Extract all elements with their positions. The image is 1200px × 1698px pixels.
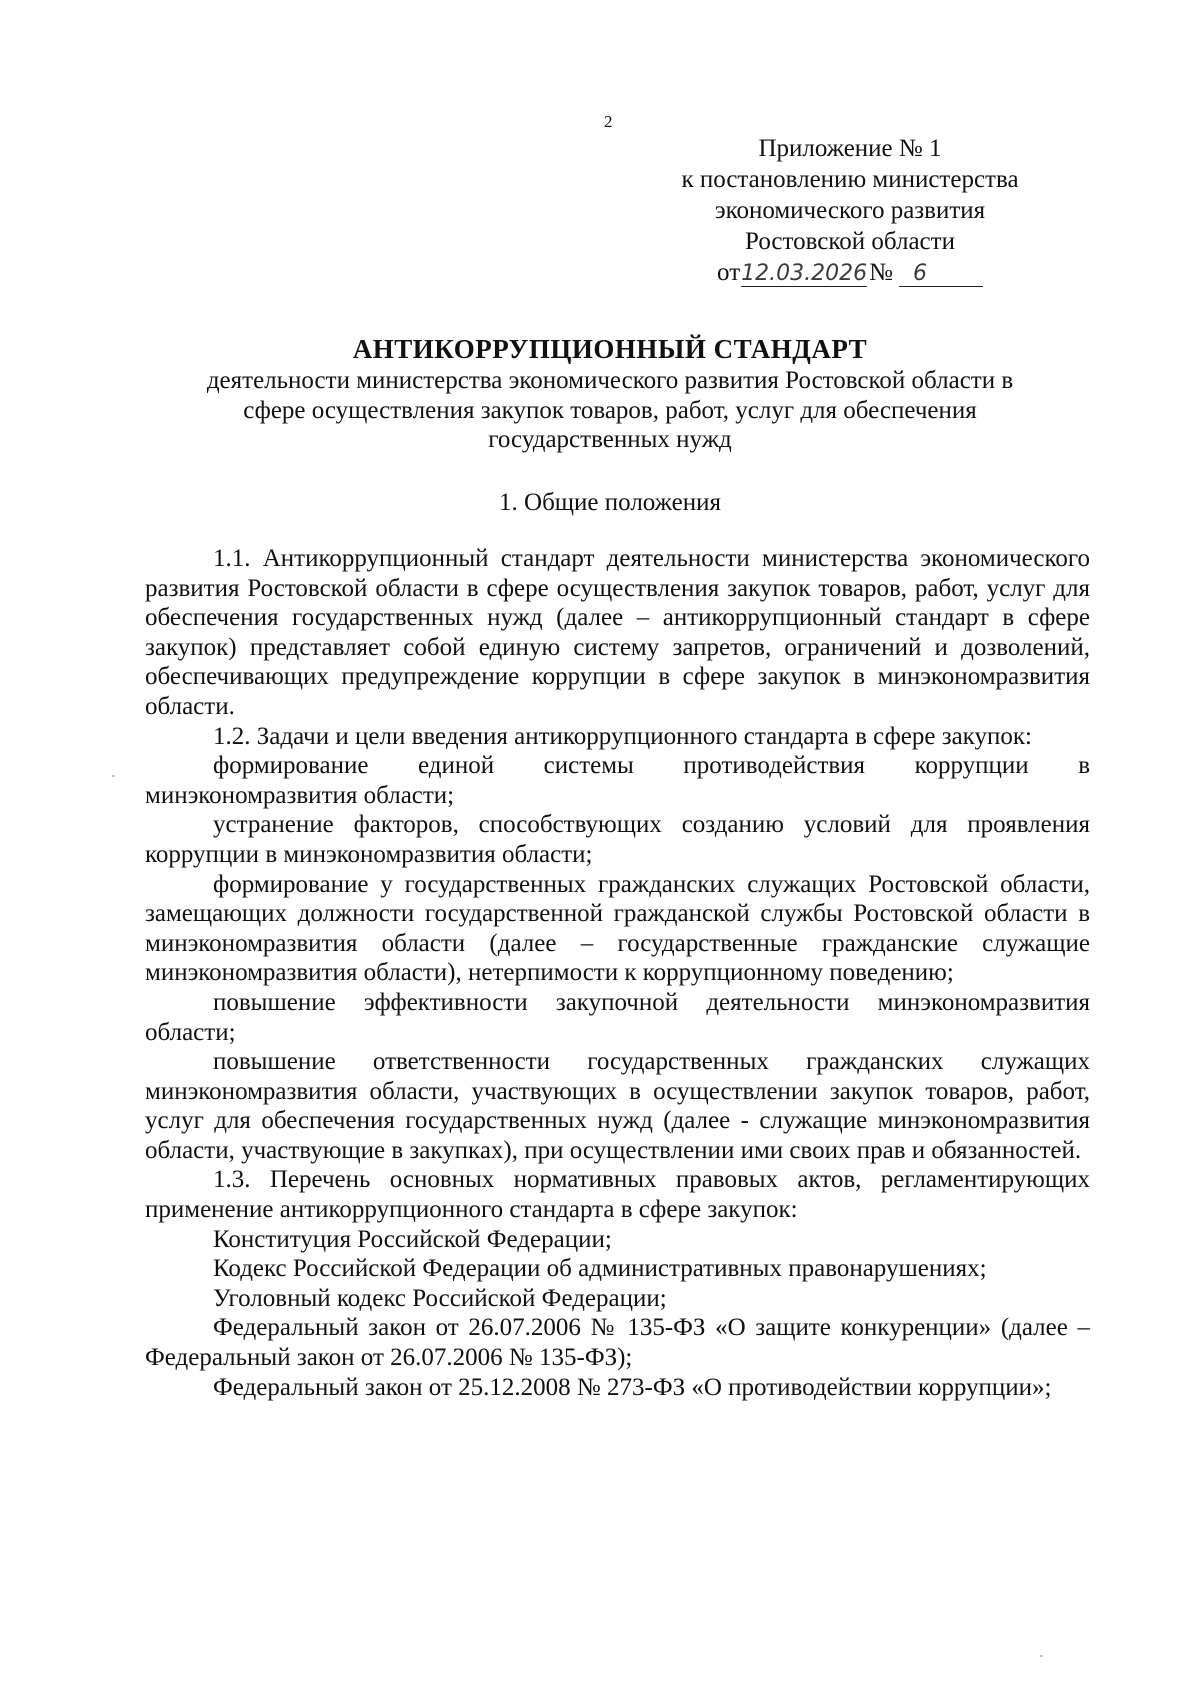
section-heading: 1. Общие положения bbox=[499, 489, 721, 516]
appendix-header bbox=[660, 133, 1040, 288]
paragraph: устранение факторов, способствующих созданию условий для проявления коррупции в минэкономразвития области; bbox=[145, 811, 1090, 868]
paragraph: 1.1. Антикоррупционный стандарт деятельности министерства экономического развития Ростовской области в сфере осуществления закупок товаров, работ, услуг для обеспечения государственных нужд (далее – антикоррупционный стандарт в сфере закупок) представляет собой единую систему запретов, ограничений и дозволений, обеспечивающих предупреждение коррупции в сфере закупок в минэкономразвития области. bbox=[145, 545, 1090, 720]
document-subtitle: деятельности министерства экономического развития Ростовской области в сфере осуществления закупок товаров, работ, услуг для обеспечения государственных нужд bbox=[206, 367, 1014, 453]
appendix-line-2: к постановлению министерства bbox=[681, 166, 1019, 193]
paragraph: Кодекс Российской Федерации об административных правонарушениях; bbox=[213, 1255, 987, 1283]
handwritten-date: 12.03.2026 bbox=[741, 261, 868, 286]
paragraph: Конституция Российской Федерации; bbox=[213, 1225, 612, 1253]
scan-artifact bbox=[1040, 1655, 1043, 1657]
paragraph: 1.3. Перечень основных нормативных правовых актов, регламентирующих применение антикоррупционного стандарта в сфере закупок: bbox=[145, 1166, 1090, 1224]
paragraph: формирование у государственных гражданских служащих Ростовской области, замещающих должности государственной гражданской службы Ростовской области в минэкономразвития области (далее – государственные гражданские служащие минэкономразвития области), нетерпимости к коррупционному поведению; bbox=[145, 870, 1090, 987]
paragraph: повышение эффективности закупочной деятельности минэкономразвития области; bbox=[145, 988, 1090, 1046]
document-title-block bbox=[145, 332, 1075, 455]
appendix-date-line bbox=[660, 257, 1040, 288]
handwritten-number: 6 bbox=[899, 262, 983, 287]
appendix-line-1: Приложение № 1 bbox=[758, 135, 942, 162]
paragraph: формирование единой системы противодействия коррупции в минэкономразвития области; bbox=[145, 752, 1090, 809]
number-label: № bbox=[869, 259, 893, 286]
paragraph: Уголовный кодекс Российской Федерации; bbox=[213, 1284, 667, 1312]
page-number: 2 bbox=[604, 112, 613, 131]
document-title: АНТИКОРРУПЦИОННЫЙ СТАНДАРТ bbox=[352, 334, 868, 364]
paragraph: 1.2. Задачи и цели введения антикоррупционного стандарта в сфере закупок: bbox=[213, 722, 1032, 750]
paragraph: повышение ответственности государственных гражданских служащих минэкономразвития области, участвующих в осуществлении закупок товаров, работ, услуг для обеспечения государственных нужд (далее - служащие минэкономразвития области, участвующие в закупках), при осуществлении ими своих прав и обязанностей. bbox=[145, 1048, 1090, 1164]
scan-artifact bbox=[112, 775, 115, 777]
body-text bbox=[145, 544, 1090, 1402]
paragraph: Федеральный закон от 26.07.2006 № 135-ФЗ «О защите конкуренции» (далее – Федеральный закон от 26.07.2006 № 135-ФЗ); bbox=[145, 1314, 1090, 1372]
appendix-line-3: экономического развития bbox=[714, 197, 986, 224]
appendix-line-4: Ростовской области bbox=[745, 228, 955, 255]
paragraph: Федеральный закон от 25.12.2008 № 273-ФЗ «О противодействии коррупции»; bbox=[213, 1373, 1052, 1401]
from-label: от bbox=[717, 259, 741, 286]
